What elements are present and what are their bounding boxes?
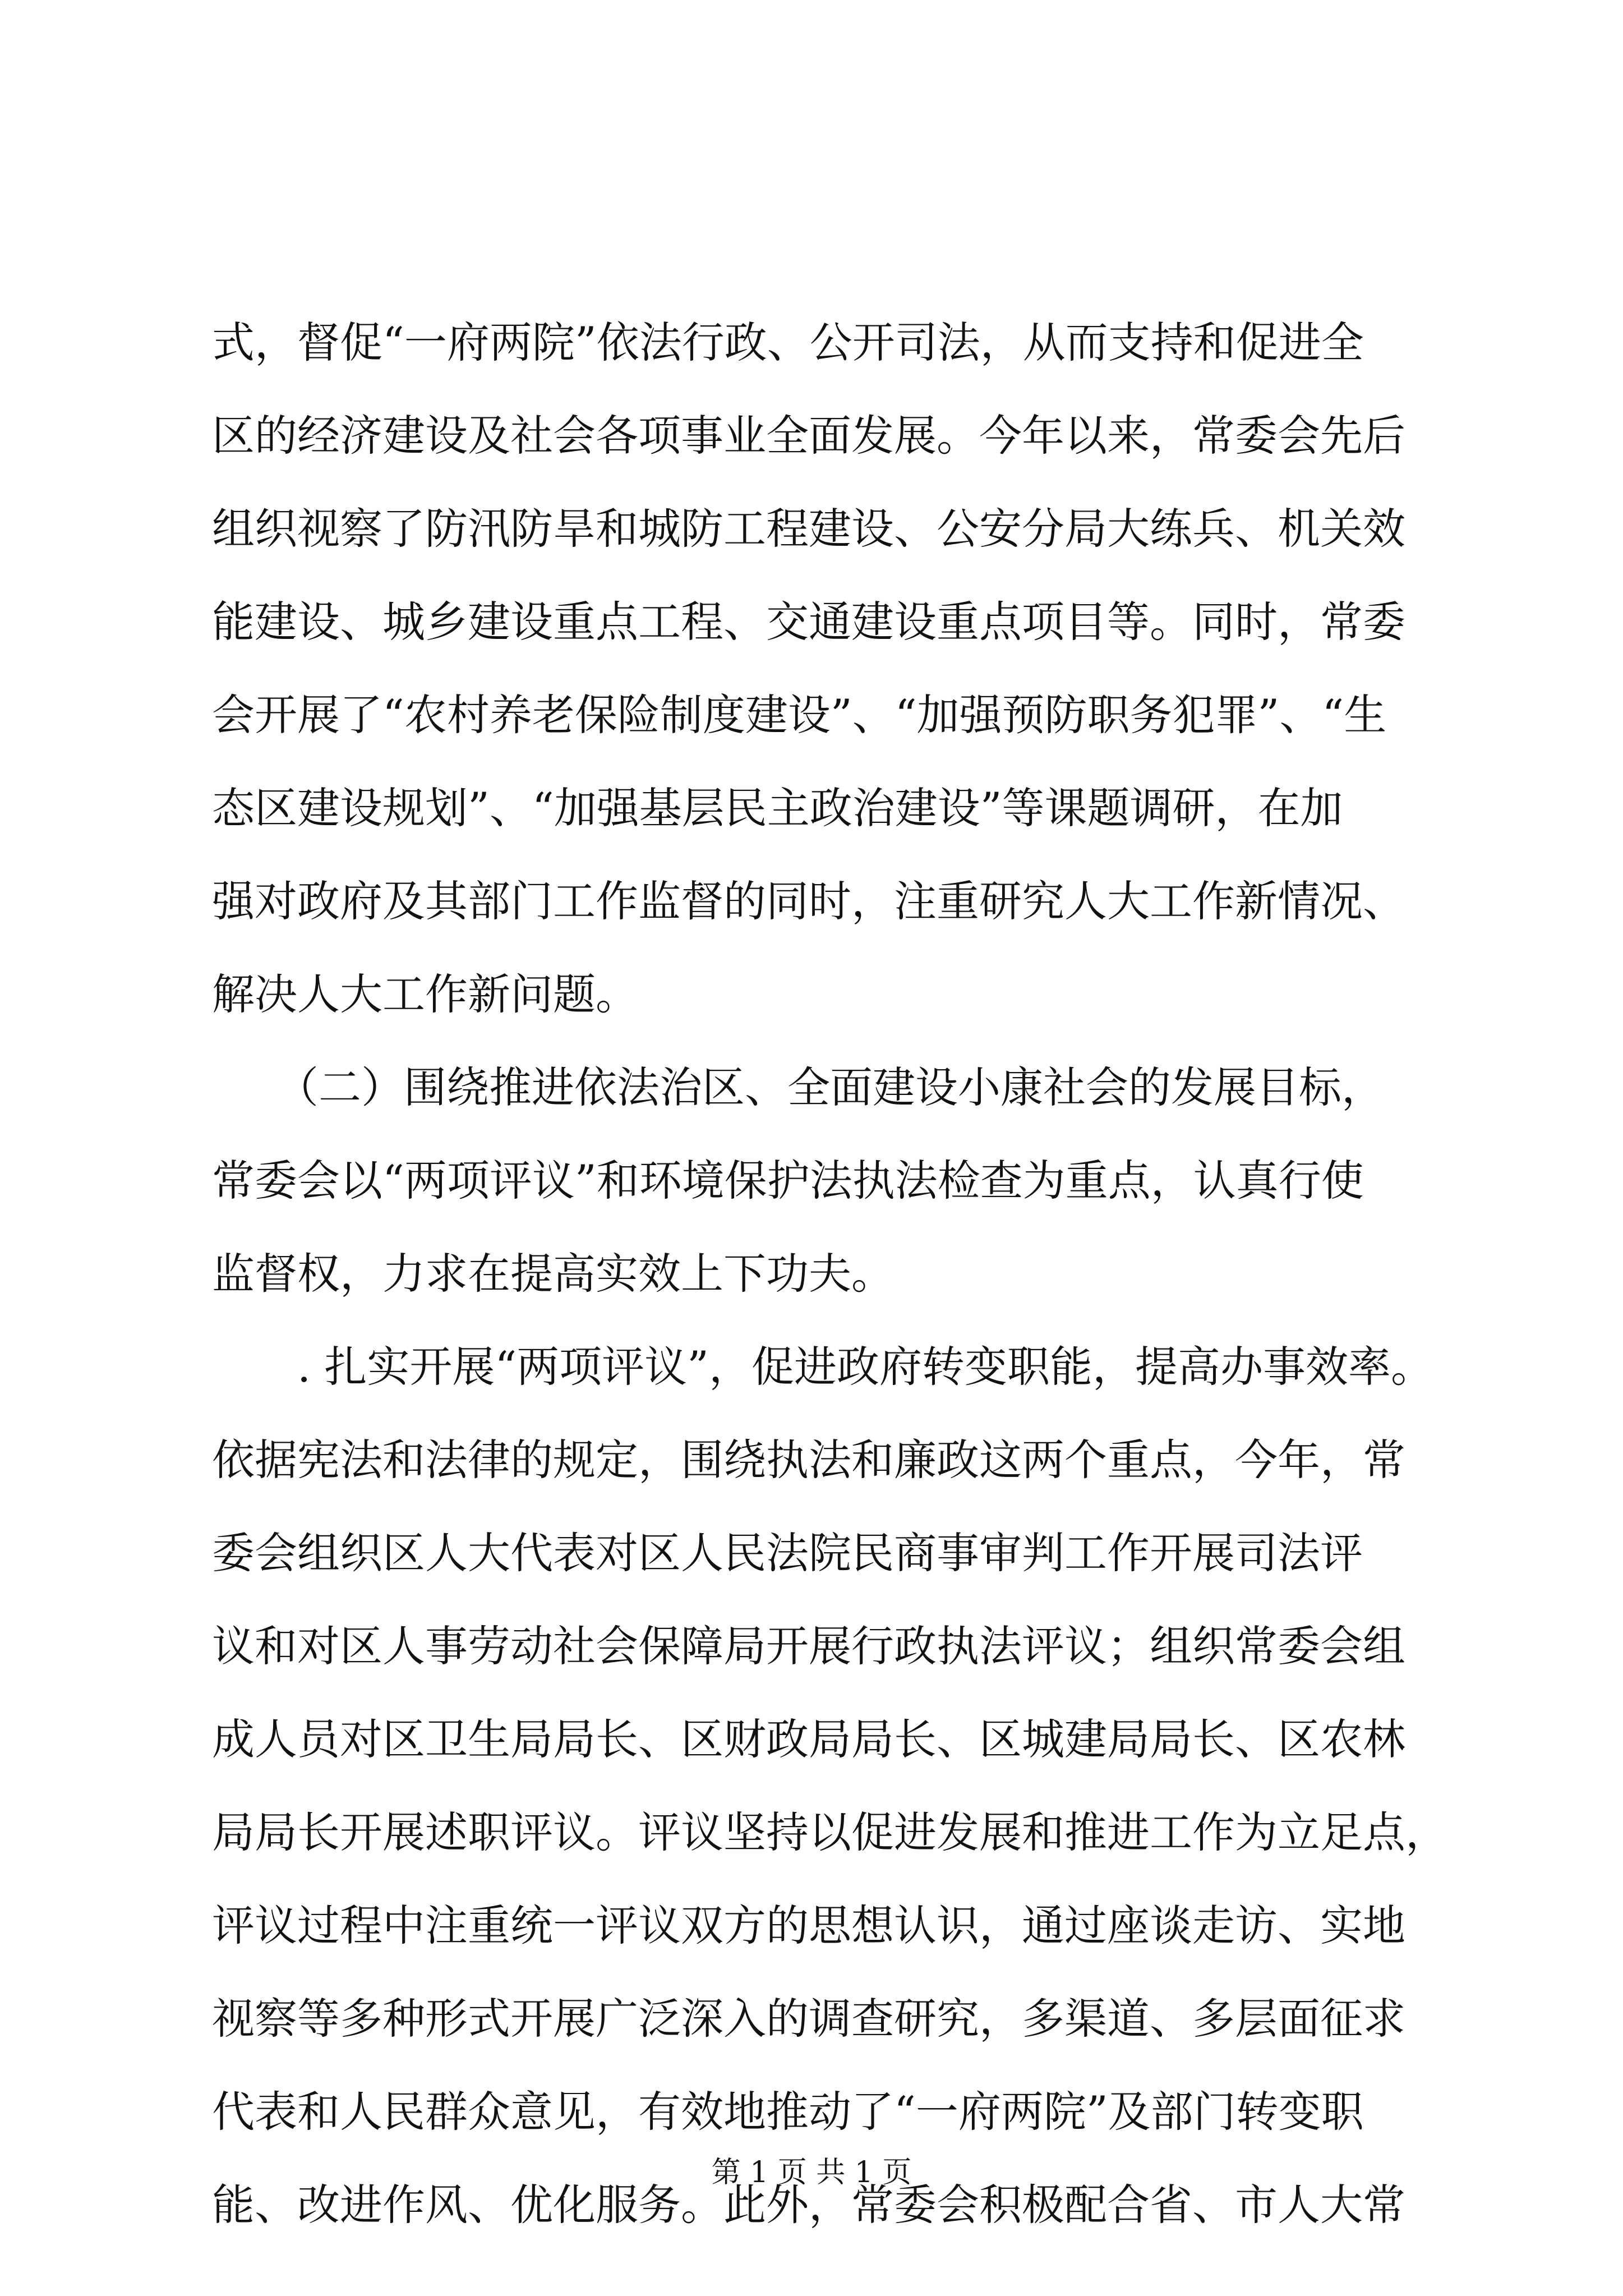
text-line: （二）围绕推进依法治区、全面建设小康社会的发展目标， — [212, 1062, 1384, 1112]
text-line: . 扎实开展“两项评议”，促进政府转变职能，提高办事效率。 — [212, 1342, 1434, 1392]
text-line: 代表和人民群众意见，有效地推动了“一府两院”及部门转变职 — [212, 2087, 1364, 2137]
text-line: 评议过程中注重统一评议双方的思想认识，通过座谈走访、实地 — [212, 1901, 1405, 1950]
text-line: 组织视察了防汛防旱和城防工程建设、公安分局大练兵、机关效 — [212, 504, 1405, 554]
text-line: 式，督促“一府两院”依法行政、公开司法，从而支持和促进全 — [212, 318, 1364, 367]
text-line: 局局长开展述职评议。评议坚持以促进发展和推进工作为立足点， — [212, 1807, 1448, 1857]
text-line: 监督权，力求在提高实效上下功夫。 — [212, 1249, 894, 1299]
text-line: 区的经济建设及社会各项事业全面发展。今年以来，常委会先后 — [212, 411, 1405, 461]
text-line: 视察等多种形式开展广泛深入的调查研究，多渠道、多层面征求 — [212, 1994, 1405, 2044]
page-footer: 第 1 页 共 1 页 — [711, 2156, 912, 2189]
document-body — [212, 296, 1448, 2252]
text-line: 能、改进作风、优化服务。此外，常委会积极配合省、市人大常 — [212, 2180, 1405, 2230]
text-line: 解决人大工作新问题。 — [212, 969, 638, 1019]
text-line: 成人员对区卫生局局长、区财政局局长、区城建局局长、区农林 — [212, 1714, 1405, 1764]
text-line: 依据宪法和法律的规定，围绕执法和廉政这两个重点，今年，常 — [212, 1435, 1405, 1485]
text-line: 常委会以“两项评议”和环境保护法执法检查为重点，认真行使 — [212, 1156, 1364, 1205]
text-line: 能建设、城乡建设重点工程、交通建设重点项目等。同时，常委 — [212, 597, 1405, 647]
text-line: 态区建设规划”、“加强基层民主政治建设”等课题调研，在加 — [212, 783, 1343, 833]
text-line: 委会组织区人大代表对区人民法院民商事审判工作开展司法评 — [212, 1528, 1363, 1578]
text-line: 强对政府及其部门工作监督的同时，注重研究人大工作新情况、 — [212, 876, 1405, 926]
text-line: 会开展了“农村养老保险制度建设”、“加强预防职务犯罪”、“生 — [212, 690, 1387, 740]
text-line: 议和对区人事劳动社会保障局开展行政执法评议；组织常委会组 — [212, 1621, 1405, 1671]
